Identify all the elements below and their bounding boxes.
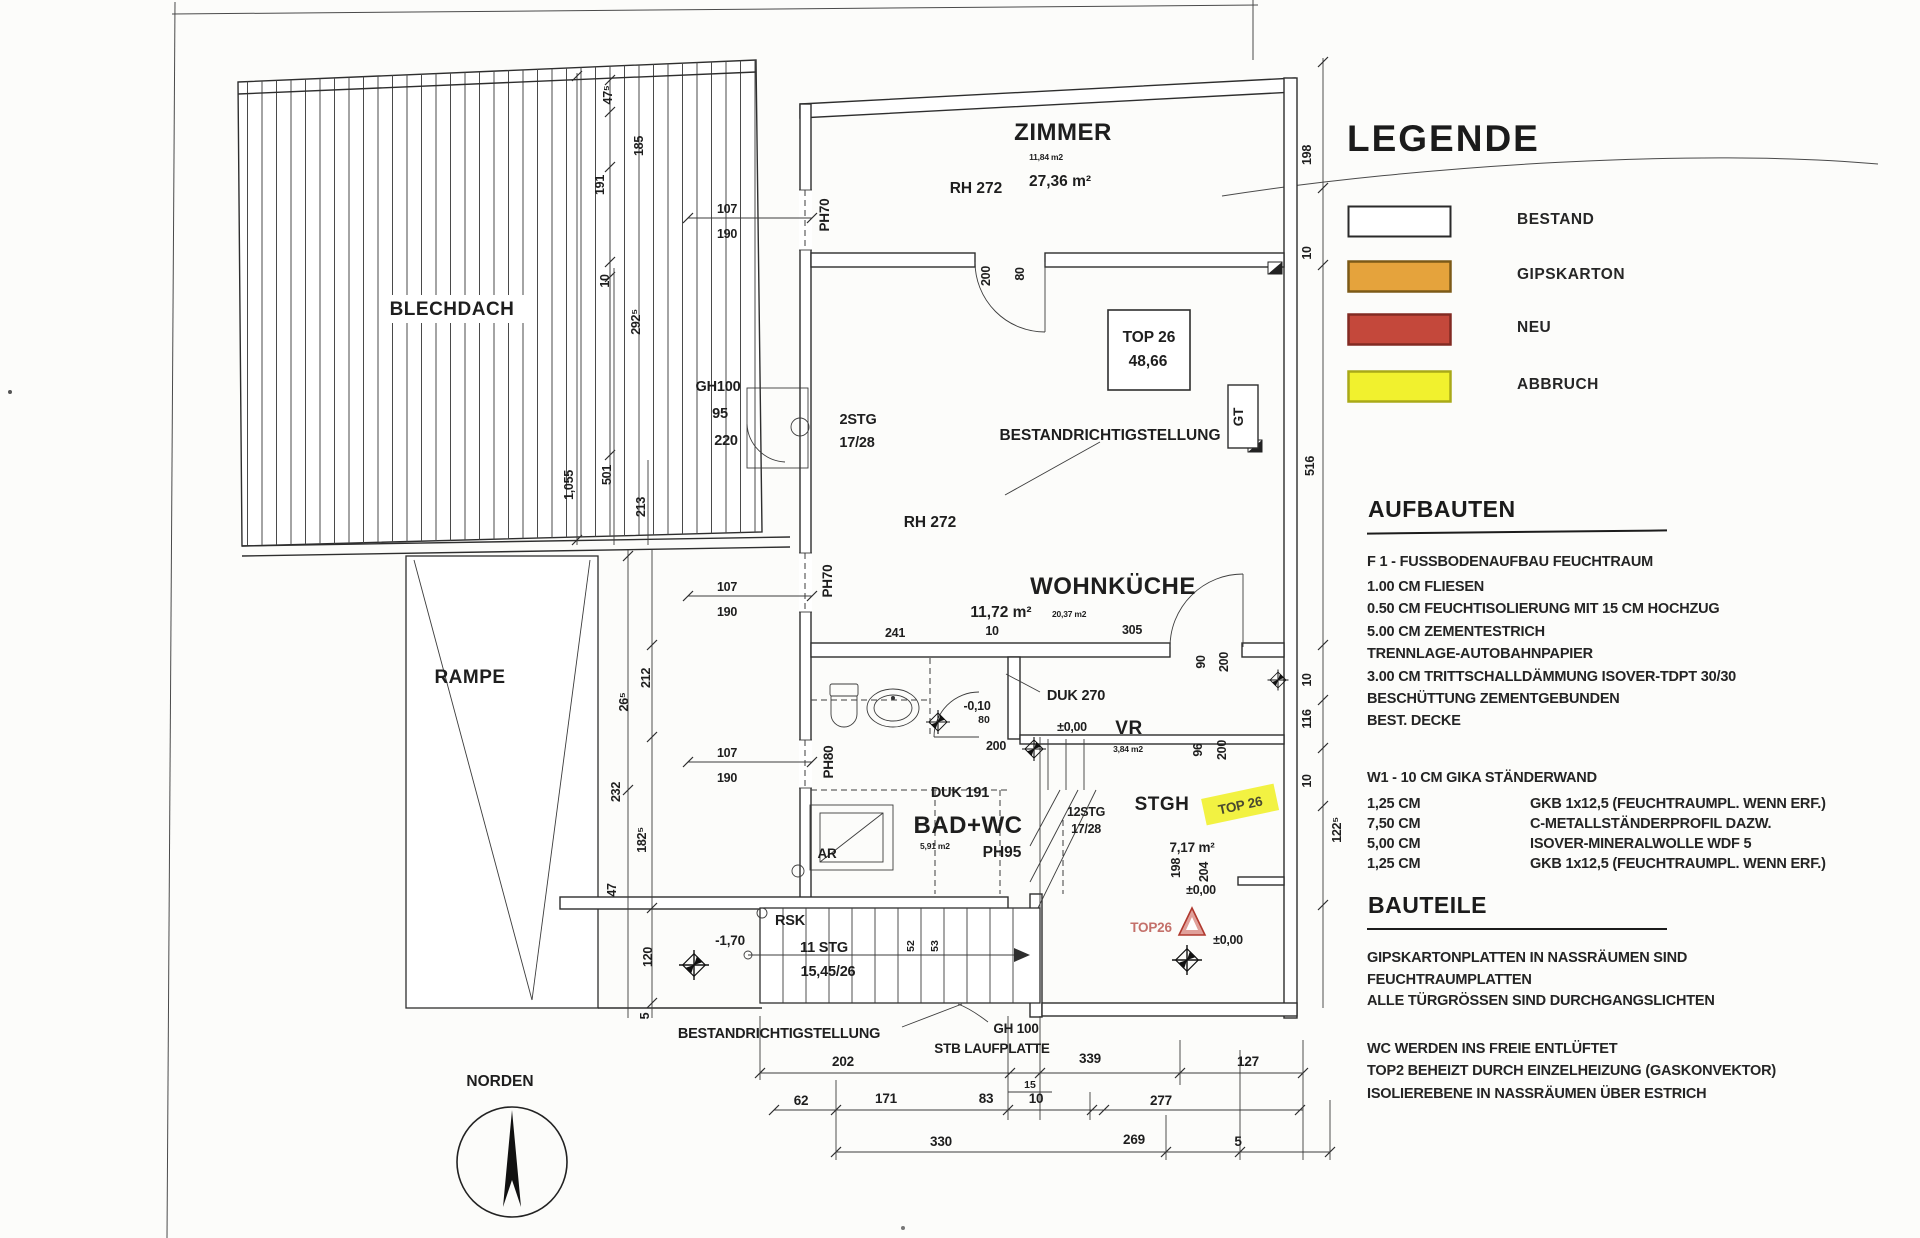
gh100b-label: GH 100 bbox=[993, 1021, 1039, 1036]
vr-label: VR bbox=[1115, 718, 1143, 739]
w1-cm: 5,00 CM bbox=[1367, 836, 1421, 852]
aufbauten-underline bbox=[1367, 529, 1667, 534]
legend-label-abbruch: ABBRUCH bbox=[1517, 376, 1599, 393]
vr-area-old: 3,84 m2 bbox=[1113, 744, 1143, 754]
dim-190c: 190 bbox=[717, 771, 737, 785]
dim-10d: 10 bbox=[1300, 673, 1314, 687]
w1-cm: 1,25 CM bbox=[1367, 856, 1421, 872]
dim-190b: 190 bbox=[717, 605, 737, 619]
dim-83: 83 bbox=[978, 1091, 994, 1106]
legend-title: LEGENDE bbox=[1347, 118, 1540, 159]
f1-title: F 1 - FUSSBODENAUFBAU FEUCHTRAUM bbox=[1367, 554, 1654, 570]
dim-80b: 80 bbox=[978, 714, 990, 726]
legend-label-neu: NEU bbox=[1517, 319, 1552, 336]
bad-wc-ph: PH95 bbox=[982, 844, 1022, 861]
bestandrichtigstellung-1: BESTANDRICHTIGSTELLUNG bbox=[999, 427, 1221, 444]
blechdach-label: BLECHDACH bbox=[389, 299, 515, 320]
dim-330: 330 bbox=[930, 1134, 952, 1149]
w1-row bbox=[1367, 834, 1826, 854]
top26-box bbox=[1108, 310, 1190, 390]
w1-cm: 7,50 CM bbox=[1367, 816, 1421, 832]
wohnkueche-label: WOHNKÜCHE bbox=[1030, 573, 1196, 600]
dim-185: 185 bbox=[632, 136, 646, 156]
level-000-bottom: ±0,00 bbox=[1213, 933, 1243, 947]
dim-107b: 107 bbox=[717, 580, 737, 594]
rampe bbox=[406, 556, 598, 1008]
bauteile-notes-b bbox=[1367, 1038, 1776, 1105]
north-compass bbox=[457, 1073, 567, 1217]
dim-265: 26⁵ bbox=[617, 692, 631, 712]
duk191-label: DUK 191 bbox=[930, 785, 990, 801]
duk270-label: DUK 270 bbox=[1046, 688, 1106, 704]
aufbauten-title: AUFBAUTEN bbox=[1368, 496, 1516, 522]
stgh-label: STGH bbox=[1134, 794, 1190, 815]
dim-200a: 200 bbox=[979, 266, 993, 286]
gh220-label: 220 bbox=[714, 433, 738, 449]
dim-127: 127 bbox=[1237, 1054, 1259, 1069]
level-000-vr: ±0,00 bbox=[1057, 720, 1087, 734]
f1-line: TRENNLAGE-AUTOBAHNPAPIER bbox=[1367, 646, 1593, 663]
top26-box-line2: 48,66 bbox=[1128, 353, 1168, 370]
w1-cm: 1,25 CM bbox=[1367, 796, 1421, 812]
legend-label-bestand: BESTAND bbox=[1517, 211, 1595, 228]
bad-wc-label: BAD+WC bbox=[913, 812, 1023, 839]
w1-row bbox=[1367, 794, 1826, 814]
stgh-area: 7,17 m² bbox=[1169, 840, 1215, 855]
top26-pink-label: TOP26 bbox=[1130, 920, 1172, 935]
dim-116: 116 bbox=[1300, 709, 1314, 729]
gh100-label: GH100 bbox=[695, 379, 741, 395]
w1-desc: C-METALLSTÄNDERPROFIL DAZW. bbox=[1530, 816, 1772, 832]
dim-200d: 200 bbox=[986, 739, 1006, 753]
f1-line: 1.00 CM FLIESEN bbox=[1367, 579, 1485, 595]
dim-120: 120 bbox=[641, 947, 655, 967]
zimmer-label: ZIMMER bbox=[1014, 119, 1112, 146]
stg2-label: 2STG bbox=[839, 412, 877, 428]
dim-190a: 190 bbox=[717, 227, 737, 241]
level-minus010: -0,10 bbox=[963, 699, 991, 713]
legend-row-abbruch bbox=[1347, 370, 1599, 404]
wohnkueche-rh: RH 272 bbox=[903, 514, 957, 531]
legend-row-neu bbox=[1347, 313, 1552, 347]
stg11-label: 11 STG bbox=[800, 940, 848, 956]
dim-516: 516 bbox=[1303, 456, 1317, 476]
w1-row bbox=[1367, 814, 1826, 834]
wohnkueche-area-old: 20,37 m2 bbox=[1052, 609, 1087, 619]
top26-box-line1: TOP 26 bbox=[1122, 329, 1176, 346]
bauteile-notes-a bbox=[1367, 948, 1715, 1013]
dim-241: 241 bbox=[885, 626, 905, 640]
dim-80a: 80 bbox=[1013, 267, 1027, 281]
dim-171: 171 bbox=[875, 1091, 897, 1106]
dim-107c: 107 bbox=[717, 746, 737, 760]
stg12-label: 12STG bbox=[1066, 805, 1106, 819]
legend-row-gipskarton bbox=[1347, 260, 1626, 294]
gh95-label: 95 bbox=[712, 406, 728, 422]
w1-desc: GKB 1x12,5 (FEUCHTRAUMPL. WENN ERF.) bbox=[1530, 796, 1826, 812]
dim-10a: 10 bbox=[598, 274, 612, 288]
stg2b-label: 17/28 bbox=[839, 435, 875, 451]
dim-15: 15 bbox=[1024, 1079, 1036, 1091]
dim-62: 62 bbox=[793, 1093, 809, 1108]
wohnkueche-area: 11,72 m² bbox=[970, 604, 1032, 621]
dim-204: 204 bbox=[1197, 862, 1211, 882]
dim-107a: 107 bbox=[717, 202, 737, 216]
compass-needle bbox=[503, 1110, 521, 1207]
bauteile-note: TOP2 BEHEIZT DURCH EINZELHEIZUNG (GASKONVEKTOR) bbox=[1367, 1063, 1776, 1080]
toilet-bowl bbox=[831, 696, 857, 727]
rampe-label: RAMPE bbox=[434, 667, 506, 688]
dim-200b: 200 bbox=[1217, 652, 1231, 672]
dim-1225: 122⁵ bbox=[1330, 817, 1344, 843]
dim-47: 47 bbox=[605, 883, 619, 897]
dim-1055: 1,055 bbox=[562, 470, 576, 500]
bauteile-underline bbox=[1367, 928, 1667, 930]
dim-52: 52 bbox=[905, 940, 917, 952]
bauteile-note: WC WERDEN INS FREIE ENTLÜFTET bbox=[1367, 1041, 1618, 1057]
w1-desc: ISOVER-MINERALWOLLE WDF 5 bbox=[1530, 836, 1752, 852]
dim-198b: 198 bbox=[1169, 858, 1183, 878]
legend-swatch-gipskarton bbox=[1347, 260, 1453, 294]
dim-90: 90 bbox=[1194, 655, 1208, 669]
dim-10e: 10 bbox=[1300, 774, 1314, 788]
bauteile-title: BAUTEILE bbox=[1368, 892, 1487, 918]
right-panel bbox=[1340, 0, 1920, 1238]
gt-label: GT bbox=[1231, 407, 1246, 427]
toilet-tank bbox=[830, 684, 858, 696]
dim-5b: 5 bbox=[1234, 1134, 1242, 1149]
dim-198a: 198 bbox=[1300, 145, 1314, 165]
dim-10f: 10 bbox=[1028, 1091, 1044, 1106]
dim-202: 202 bbox=[832, 1054, 854, 1069]
dim-212: 212 bbox=[639, 668, 653, 688]
rsk-label: RSK bbox=[774, 913, 806, 929]
f1-lines bbox=[1367, 576, 1736, 733]
level-000-stgh: ±0,00 bbox=[1186, 883, 1216, 897]
dim-96: 96 bbox=[1191, 743, 1205, 757]
dim-200c: 200 bbox=[1215, 740, 1229, 760]
blechdach-roof bbox=[238, 60, 790, 556]
w1-rows bbox=[1367, 794, 1826, 874]
stb-laufplatte-label: STB LAUFPLATTE bbox=[934, 1041, 1050, 1056]
w1-desc: GKB 1x12,5 (FEUCHTRAUMPL. WENN ERF.) bbox=[1530, 856, 1826, 872]
dim-10c: 10 bbox=[1300, 246, 1314, 260]
ph70-label-a: PH70 bbox=[817, 198, 832, 232]
dim-277: 277 bbox=[1150, 1093, 1172, 1108]
dim-269: 269 bbox=[1123, 1132, 1145, 1147]
legend-swatch-bestand bbox=[1347, 205, 1453, 239]
f1-line: BEST. DECKE bbox=[1367, 713, 1461, 730]
dim-501: 501 bbox=[600, 465, 614, 485]
ar-label: AR bbox=[817, 846, 837, 861]
dim-232: 232 bbox=[609, 782, 623, 802]
zimmer-rh: RH 272 bbox=[949, 180, 1003, 197]
ph70-label-b: PH70 bbox=[820, 564, 835, 598]
bauteile-note: GIPSKARTONPLATTEN IN NASSRÄUMEN SIND bbox=[1367, 950, 1688, 966]
norden-label: NORDEN bbox=[466, 1073, 534, 1090]
legend-swatch-abbruch bbox=[1347, 370, 1453, 404]
bauteile-note: FEUCHTRAUMPLATTEN bbox=[1367, 971, 1532, 988]
stg12b-label: 17/28 bbox=[1071, 822, 1101, 836]
f1-line: 3.00 CM TRITTSCHALLDÄMMUNG ISOVER-TDPT 30/30 bbox=[1367, 668, 1737, 685]
f1-line: BESCHÜTTUNG ZEMENTGEBUNDEN bbox=[1367, 691, 1620, 708]
bauteile-note: ALLE TÜRGRÖSSEN SIND DURCHGANGSLICHTEN bbox=[1367, 993, 1715, 1009]
ph80-label: PH80 bbox=[821, 745, 836, 779]
zimmer-area: 27,36 m² bbox=[1028, 173, 1092, 190]
dim-339: 339 bbox=[1079, 1051, 1101, 1066]
dim-53: 53 bbox=[929, 940, 941, 952]
dim-191: 191 bbox=[593, 175, 607, 195]
dim-2925: 292⁵ bbox=[629, 309, 643, 335]
legend-row-bestand bbox=[1347, 205, 1595, 239]
bestandrichtigstellung-2: BESTANDRICHTIGSTELLUNG bbox=[677, 1026, 881, 1042]
bauteile-note: ISOLIEREBENE IN NASSRÄUMEN ÜBER ESTRICH bbox=[1367, 1085, 1707, 1102]
top26-yellow-label: TOP 26 bbox=[1216, 793, 1264, 818]
level-minus170: -1,70 bbox=[715, 933, 745, 948]
dim-10b: 10 bbox=[985, 624, 999, 638]
gt-shaft bbox=[1228, 385, 1258, 448]
zimmer-area-old: 11,84 m2 bbox=[1029, 152, 1063, 162]
f1-line: 0.50 CM FEUCHTISOLIERUNG MIT 15 CM HOCHZUG bbox=[1367, 601, 1720, 618]
f1-line: 5.00 CM ZEMENTESTRICH bbox=[1367, 623, 1545, 640]
dim-475: 47⁵ bbox=[601, 85, 615, 105]
dim-1825: 182⁵ bbox=[635, 827, 649, 853]
w1-row bbox=[1367, 854, 1826, 874]
dim-213: 213 bbox=[634, 497, 648, 517]
dim-5a: 5 bbox=[638, 1012, 652, 1020]
legend-label-gipskarton: GIPSKARTON bbox=[1517, 266, 1626, 283]
dashed-lines bbox=[811, 658, 1063, 894]
stg11b-label: 15,45/26 bbox=[800, 964, 856, 980]
legend-swatch-neu bbox=[1347, 313, 1453, 347]
bad-wc-area-old: 5,91 m2 bbox=[920, 841, 950, 851]
dim-305: 305 bbox=[1122, 623, 1142, 637]
w1-title: W1 - 10 CM GIKA STÄNDERWAND bbox=[1367, 770, 1597, 786]
